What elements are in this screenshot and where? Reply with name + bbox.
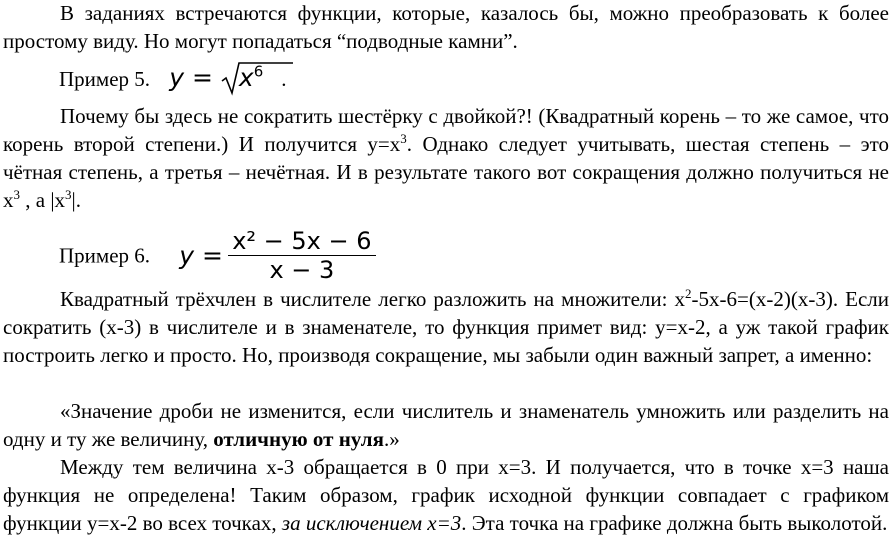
superscript: 3 — [65, 187, 72, 202]
example-6 — [59, 228, 376, 283]
radical-sign-icon — [221, 60, 293, 96]
example-5-formula — [169, 63, 271, 92]
formula-lhs: y = — [179, 240, 223, 270]
formula-equals: = — [192, 63, 213, 92]
superscript: 3 — [400, 131, 407, 146]
trailing-period: . — [281, 67, 287, 91]
example-6-label: Пример 6. — [59, 243, 151, 268]
fraction — [228, 228, 375, 283]
example-5-label: Пример 5. — [59, 67, 151, 91]
text-run: «Значение дроби не изменится, если числитель и знаменатель умножить или разделить на одну и ту же величину, — [3, 399, 889, 451]
sqrt-expression — [221, 64, 263, 92]
text-run: -5х-6=(х-2)(х-3). Если сократить (х-3) в числителе и в знаменателе, то функция примет вид: у=х-2, а уж такой график построить легко и просто. Но, производя сокращение, мы забыли один важный запрет, а именно: — [3, 287, 889, 367]
numerator: x² − 5x − 6 — [228, 228, 375, 256]
text-run: . Эта точка на графике должна быть выколотой. — [461, 511, 888, 535]
text-run: . Однако следует учитывать, шестая степень – это чётная степень, а третья – нечётная. И в результате такого вот сокращения должно получиться не х — [3, 132, 889, 212]
formula-y: y — [169, 63, 185, 92]
text-run: Между тем величина х-3 обращается в 0 при х=3. И получается, что в точке х=3 наша функция не определена! Таким образом, график исходной функции совпадает с графиком функции у=х-2 во всех точках, — [3, 455, 889, 535]
denominator: x − 3 — [269, 256, 335, 284]
text-run: |. — [71, 188, 81, 212]
superscript: 3 — [13, 187, 20, 202]
paragraph-factorization — [3, 285, 889, 369]
paragraph-explanation — [3, 102, 889, 214]
paragraph-intro: В заданиях встречаются функции, которые, казалось бы, можно преобразовать к более простому виду. Но могут попадаться “подводные камни”. — [3, 1, 889, 53]
paragraph-conclusion — [3, 453, 889, 537]
exponent: 6 — [253, 62, 264, 81]
text-run: , а |х — [20, 188, 66, 212]
text-run: Почему бы здесь не сократить шестёрку с двойкой?! (Квадратный корень – то же самое, что корень второй степени.) И получится у=х — [3, 104, 889, 156]
radicand: x — [238, 63, 254, 92]
bold-text: отличную от нуля — [213, 427, 384, 451]
superscript: 2 — [685, 286, 692, 301]
paragraph-quote — [3, 397, 889, 453]
example-5 — [59, 64, 286, 93]
italic-text: за исключением х=3 — [281, 511, 462, 535]
text-run: .» — [383, 427, 400, 451]
text-run: Квадратный трёхчлен в числителе легко разложить на множители: х — [60, 287, 686, 311]
